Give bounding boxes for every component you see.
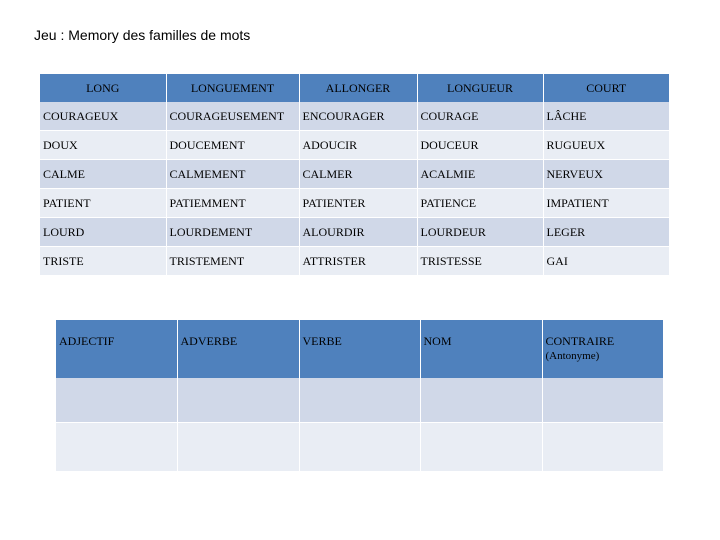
table-row xyxy=(40,102,669,131)
table-cell: NERVEUX xyxy=(543,160,669,189)
table-row xyxy=(40,189,669,218)
table-cell: CALMEMENT xyxy=(166,160,299,189)
header-cell: LONGUEMENT xyxy=(166,74,299,102)
answer-cell[interactable] xyxy=(177,423,299,472)
table-cell: DOUCEUR xyxy=(417,131,543,160)
antonyme-label: (Antonyme) xyxy=(545,350,600,362)
table-header-row xyxy=(40,74,669,102)
answer-cell[interactable] xyxy=(542,423,663,472)
table-cell: ENCOURAGER xyxy=(299,102,417,131)
answer-cell[interactable] xyxy=(299,378,420,423)
table-row xyxy=(40,160,669,189)
header-cell: LONG xyxy=(40,74,166,102)
verbe-header: VERBE xyxy=(299,320,420,378)
header-cell: LONGUEUR xyxy=(417,74,543,102)
table-cell: DOUX xyxy=(40,131,166,160)
table-cell: COURAGE xyxy=(417,102,543,131)
table-cell: PATIENTER xyxy=(299,189,417,218)
table-cell: LOURDEUR xyxy=(417,218,543,247)
header-cell: ALLONGER xyxy=(299,74,417,102)
table-cell: PATIEMMENT xyxy=(166,189,299,218)
table-cell: ATTRISTER xyxy=(299,247,417,276)
table-cell: ACALMIE xyxy=(417,160,543,189)
table-cell: LOURDEMENT xyxy=(166,218,299,247)
adverbe-header: ADVERBE xyxy=(177,320,299,378)
page-title: Jeu : Memory des familles de mots xyxy=(34,27,251,43)
answer-cell[interactable] xyxy=(56,423,177,472)
answer-cell[interactable] xyxy=(542,378,663,423)
table-cell: LOURD xyxy=(40,218,166,247)
table-cell: LEGER xyxy=(543,218,669,247)
contraire-label: CONTRAIRE xyxy=(545,334,615,348)
answer-cell[interactable] xyxy=(177,378,299,423)
table-cell: TRISTE xyxy=(40,247,166,276)
table-cell: COURAGEUSEMENT xyxy=(166,102,299,131)
answer-header-row xyxy=(56,320,663,378)
answer-cell[interactable] xyxy=(420,423,542,472)
adjectif-header: ADJECTIF xyxy=(56,320,177,378)
table-row xyxy=(40,131,669,160)
table-cell: IMPATIENT xyxy=(543,189,669,218)
table-cell: CALME xyxy=(40,160,166,189)
answer-row xyxy=(56,423,663,472)
header-cell: COURT xyxy=(543,74,669,102)
table-row xyxy=(40,218,669,247)
answer-cell[interactable] xyxy=(56,378,177,423)
table-cell: PATIENCE xyxy=(417,189,543,218)
contraire-header xyxy=(542,320,663,378)
answer-cell[interactable] xyxy=(420,378,542,423)
table-cell: GAI xyxy=(543,247,669,276)
answer-row xyxy=(56,378,663,423)
table-row xyxy=(40,247,669,276)
word-family-table xyxy=(40,74,669,276)
answer-cell[interactable] xyxy=(299,423,420,472)
table-cell: ALOURDIR xyxy=(299,218,417,247)
table-cell: LÂCHE xyxy=(543,102,669,131)
table-cell: ADOUCIR xyxy=(299,131,417,160)
table-cell: TRISTESSE xyxy=(417,247,543,276)
table-cell: COURAGEUX xyxy=(40,102,166,131)
answer-table xyxy=(56,320,664,471)
table-cell: DOUCEMENT xyxy=(166,131,299,160)
table-cell: CALMER xyxy=(299,160,417,189)
table-cell: RUGUEUX xyxy=(543,131,669,160)
table-cell: PATIENT xyxy=(40,189,166,218)
table-cell: TRISTEMENT xyxy=(166,247,299,276)
nom-header: NOM xyxy=(420,320,542,378)
